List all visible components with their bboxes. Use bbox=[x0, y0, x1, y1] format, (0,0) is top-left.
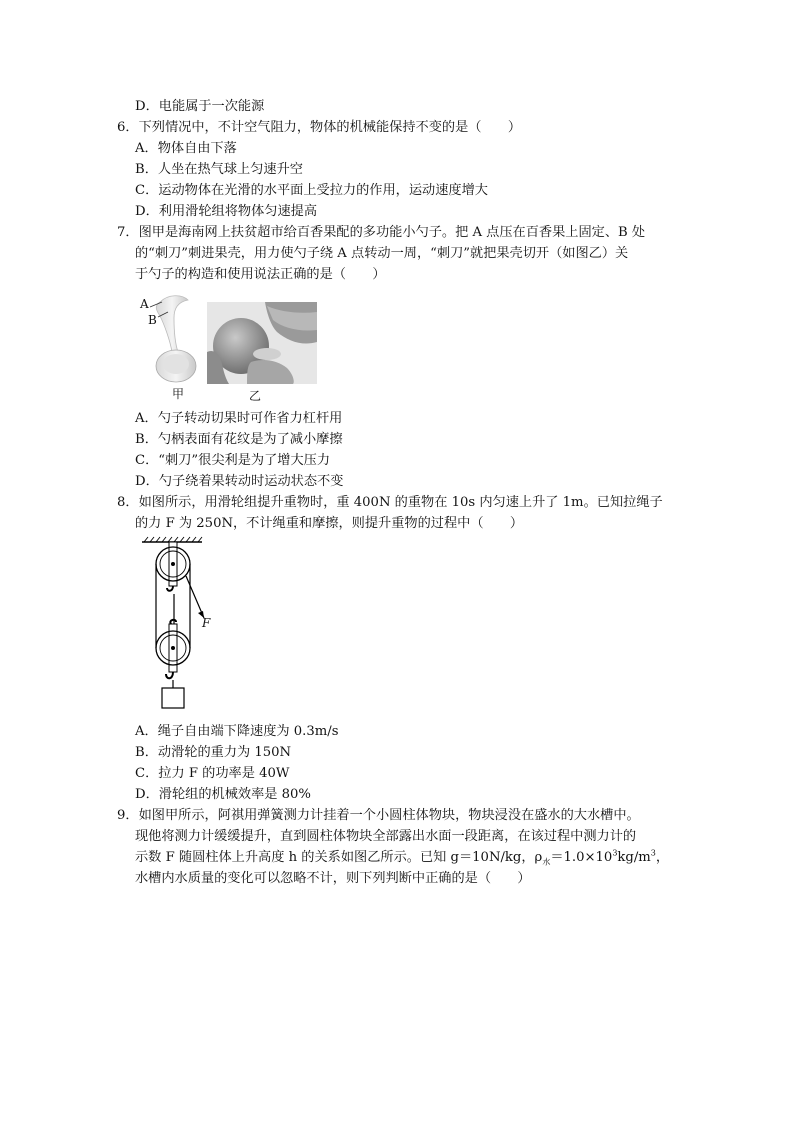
q6-option-b: B．人坐在热气球上匀速升空 bbox=[135, 162, 303, 177]
label-jia: 甲 bbox=[172, 387, 185, 401]
q7-stem-line2: 的“刺刀”刺进果壳，用力使勺子绕 A 点转动一周，“刺刀”就把果壳切开（如图乙）关 bbox=[135, 246, 629, 261]
q9-line3-mid: ＝1.0×10 bbox=[550, 850, 613, 865]
q7-option-c: C．“刺刀”很尖利是为了增大压力 bbox=[135, 453, 331, 468]
q8-stem-line2: 的力 F 为 250N，不计绳重和摩擦，则提升重物的过程中（ ） bbox=[135, 516, 524, 531]
q8-option-a: A．绳子自由端下降速度为 0.3m/s bbox=[135, 724, 339, 739]
pulley-diagram bbox=[138, 536, 228, 716]
q7-stem-line3: 于勺子的构造和使用说法正确的是（ ） bbox=[135, 267, 386, 282]
q8-option-d: D．滑轮组的机械效率是 80% bbox=[135, 787, 311, 802]
q8-stem-line1: 8．如图所示，用滑轮组提升重物时，重 400N 的重物在 10s 内匀速上升了 1m。已知拉绳子 bbox=[117, 495, 663, 510]
q7-option-a: A．勺子转动切果时可作省力杠杆用 bbox=[135, 411, 343, 426]
q6-option-a: A．物体自由下落 bbox=[135, 141, 237, 156]
q9-stem-line1: 9．如图甲所示，阿祺用弹簧测力计挂着一个小圆柱体物块，物块浸没在盛水的大水槽中。 bbox=[117, 808, 640, 823]
q7-option-b: B．勺柄表面有花纹是为了减小摩擦 bbox=[135, 432, 343, 447]
q6-stem: 6．下列情况中，不计空气阻力，物体的机械能保持不变的是（ ） bbox=[117, 120, 522, 135]
q6-option-d: D．利用滑轮组将物体匀速提高 bbox=[135, 204, 318, 219]
q9-line3-mid2: kg/m bbox=[617, 850, 651, 865]
q8-option-c: C．拉力 F 的功率是 40W bbox=[135, 766, 290, 781]
q9-stem-line3 bbox=[135, 847, 669, 868]
q9-line3-sup2: 3 bbox=[650, 848, 656, 858]
q9-line3-sup1: 3 bbox=[612, 848, 618, 858]
q7-stem-line1: 7．图甲是海南网上扶贫超市给百香果配的多功能小勺子。把 A 点压在百香果上固定、B 处 bbox=[117, 225, 646, 240]
q6-option-c: C．运动物体在光滑的水平面上受拉力的作用，运动速度增大 bbox=[135, 183, 488, 198]
fruit-figure-yi bbox=[207, 302, 317, 384]
q8-option-b: B．动滑轮的重力为 150N bbox=[135, 745, 292, 760]
label-A: A bbox=[140, 297, 149, 311]
q7-option-d: D．勺子绕着果转动时运动状态不变 bbox=[135, 474, 344, 489]
label-B: B bbox=[148, 313, 157, 327]
q9-stem-line2: 现他将测力计缓缓提升，直到圆柱体物块全部露出水面一段距离，在该过程中测力计的 bbox=[135, 829, 637, 844]
label-F: F bbox=[202, 616, 211, 630]
label-yi: 乙 bbox=[249, 389, 262, 403]
q9-line3-pre: 示数 F 随圆柱体上升高度 h 的关系如图乙所示。已知 g＝10N/kg，ρ bbox=[135, 850, 543, 865]
q9-stem-line4: 水槽内水质量的变化可以忽略不计，则下列判断中正确的是（ ） bbox=[135, 871, 531, 886]
q5-option-d: D．电能属于一次能源 bbox=[135, 99, 265, 114]
q9-line3-post: ， bbox=[655, 850, 670, 865]
q9-line3-sub: 水 bbox=[542, 857, 551, 867]
